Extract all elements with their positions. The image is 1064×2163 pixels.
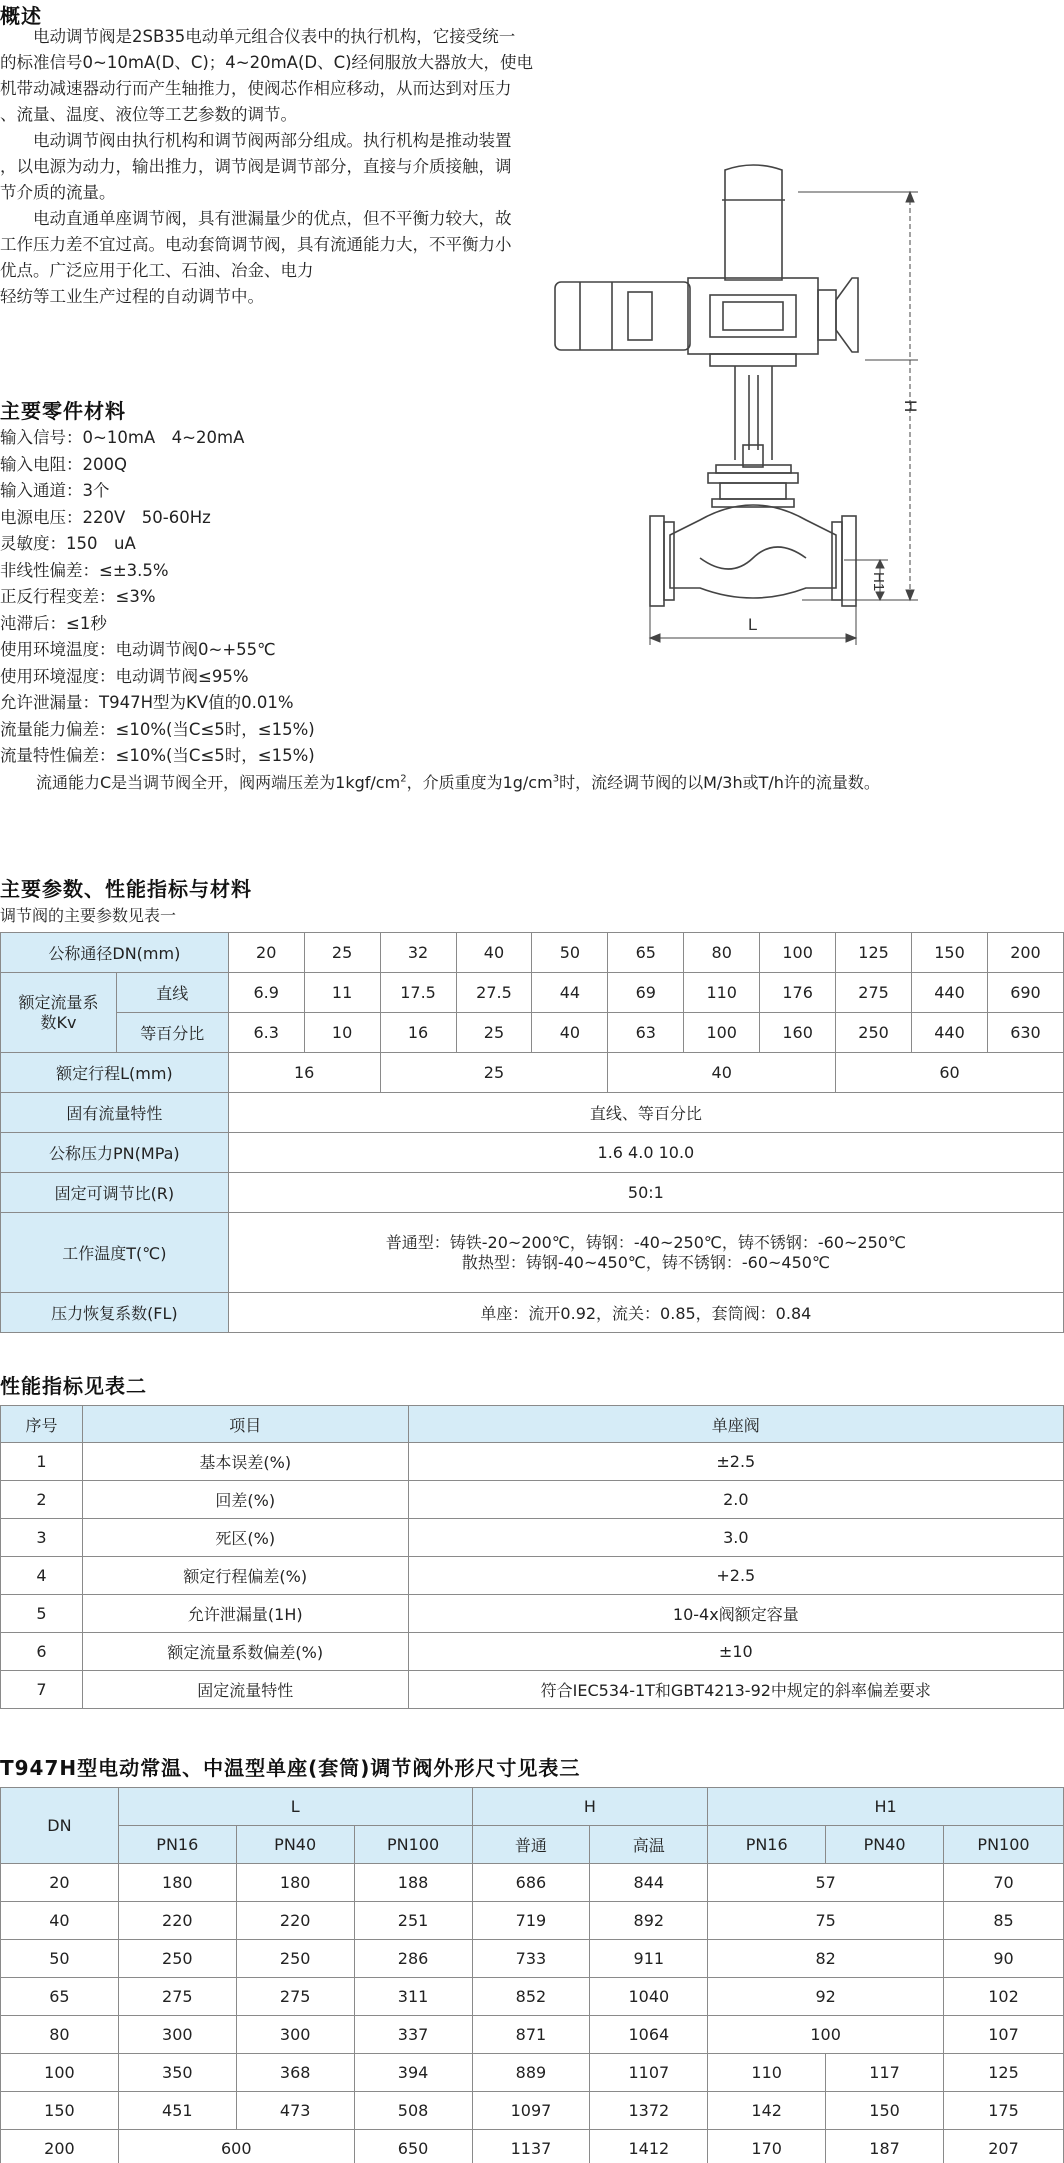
temp-cell [228,1213,1063,1293]
table-cell: 固定流量特性 [82,1671,408,1709]
table-cell: 63 [608,1013,684,1053]
table-cell: 107 [944,2016,1064,2054]
table-cell: 1107 [590,2054,708,2092]
table-cell: 11 [304,973,380,1013]
column-header: PN40 [236,1826,354,1864]
table-cell: 57 [708,1864,944,1902]
table-cell: 175 [944,2092,1064,2130]
table-cell: 690 [987,973,1063,1013]
table-cell: 50:1 [228,1173,1063,1213]
table-cell: 80 [1,2016,119,2054]
flow-capacity-note [36,770,880,793]
overview-line: 优点。广泛应用于化工、石油、冶金、电力 [0,261,314,280]
table-cell: 125 [944,2054,1064,2092]
table-cell: 4 [1,1557,83,1595]
table-cell: 6 [1,1633,83,1671]
table-cell: 275 [118,1978,236,2016]
spec-item: 使用环境湿度：电动调节阀≤95% [0,666,249,686]
table-cell: 440 [912,973,988,1013]
table-cell: 368 [236,2054,354,2092]
table-cell: 10 [304,1013,380,1053]
table-row [1,933,1064,973]
table-cell: 直线、等百分比 [228,1093,1063,1133]
performance-table [0,1405,1064,1709]
table-cell: 32 [380,933,456,973]
kv-header: 额定流量系数Kv [1,973,117,1053]
spec-item: 输入信号：0~10mA 4~20mA [0,428,245,447]
table-cell: 1064 [590,2016,708,2054]
table-cell: 额定行程偏差(%) [82,1557,408,1595]
table-cell: 65 [1,1978,119,2016]
table-row [1,1053,1064,1093]
table-row [1,1013,1064,1053]
table-cell: 额定流量系数偏差(%) [82,1633,408,1671]
column-header: PN40 [826,1826,944,1864]
spec-item: 电源电压：220V 50-60Hz [0,507,211,527]
note-sup: 3 [552,773,560,785]
overview-line: 电动直通单座调节阀，具有泄漏量少的优点，但不平衡力较大，故 [0,209,512,228]
column-header: PN16 [708,1826,826,1864]
table-cell: 1097 [472,2092,590,2130]
table-cell: 300 [118,2016,236,2054]
overview-line: 节介质的流量。 [0,183,116,202]
note-part: 时，流经调节阀的以M/3h或T/h许的流量数。 [559,773,880,792]
table-cell: 1412 [590,2130,708,2163]
table-row [1,2054,1064,2092]
table-cell: 650 [354,2130,472,2163]
table-cell: 207 [944,2130,1064,2163]
overview-line: 机带动减速器动行而产生轴推力，使阀芯作相应移动，从而达到对压力 [0,79,512,98]
table-cell: 6.9 [228,973,304,1013]
table-cell: 92 [708,1978,944,2016]
dimension-label-h1: H1 [870,572,887,592]
pct-header: 等百分比 [116,1013,228,1053]
materials-title: 主要零件材料 [0,399,126,423]
table-cell: 80 [684,933,760,973]
table-cell: 200 [987,933,1063,973]
gearbox-block [688,278,818,354]
table-cell: 44 [532,973,608,1013]
table1-subtitle: 调节阀的主要参数见表一 [0,906,177,925]
flow-char-header: 固有流量特性 [1,1093,229,1133]
column-header: 高温 [590,1826,708,1864]
table-cell: 187 [826,2130,944,2163]
table-cell: 40 [1,1902,119,1940]
table-cell: 5 [1,1595,83,1633]
table-row [1,1902,1064,1940]
table-cell: 7 [1,1671,83,1709]
column-header: 普通 [472,1826,590,1864]
table-cell: 70 [944,1864,1064,1902]
table-cell: 允许泄漏量(1H) [82,1595,408,1633]
table-cell: 337 [354,2016,472,2054]
table-row [1,1978,1064,2016]
table-cell: 451 [118,2092,236,2130]
table-cell: 286 [354,1940,472,1978]
note-part: 流通能力C是当调节阀全开，阀两端压差为1kgf/cm [36,773,401,792]
table-cell: 100 [1,2054,119,2092]
spec-item: 沌滞后：≤1秒 [0,613,107,633]
table-cell: 基本误差(%) [82,1443,408,1481]
table-cell: 100 [760,933,836,973]
spec-item: 非线性偏差：≤±3.5% [0,560,169,580]
table-cell: 600 [118,2130,354,2163]
table3-title: T947H型电动常温、中温型单座(套筒)调节阀外形尺寸见表三 [0,1756,581,1780]
dimensions-table [0,1787,1064,2163]
table-cell: 220 [118,1902,236,1940]
table-cell: 686 [472,1864,590,1902]
fl-header: 压力恢复系数(FL) [1,1293,229,1333]
h1-header: H1 [708,1788,1064,1826]
motor-body [555,282,690,350]
table-cell: 40 [532,1013,608,1053]
table-cell: 2.0 [408,1481,1063,1519]
table-cell: +2.5 [408,1557,1063,1595]
spec-item: 灵敏度：150 uA [0,534,136,553]
table-cell: 180 [236,1864,354,1902]
temp-line: 散热型：铸钢-40~450℃，铸不锈钢：-60~450℃ [461,1252,830,1272]
table-cell: 100 [708,2016,944,2054]
table-cell: 82 [708,1940,944,1978]
table-cell: 150 [1,2092,119,2130]
table-cell: 1372 [590,2092,708,2130]
table-row [1,1557,1064,1595]
ratio-header: 固定可调节比(R) [1,1173,229,1213]
table-cell: 150 [826,2092,944,2130]
table-cell: 3.0 [408,1519,1063,1557]
table-cell: 160 [760,1013,836,1053]
overview-line: 、流量、温度、液位等工艺参数的调节。 [0,105,297,124]
table-cell: 50 [1,1940,119,1978]
table-row [1,1133,1064,1173]
table-cell: 110 [684,973,760,1013]
actuator-housing [725,165,782,280]
overview-title: 概述 [0,4,42,28]
materials-list [0,425,315,770]
table-cell: 25 [380,1053,608,1093]
spec-item: 输入通道：3个 [0,481,110,500]
valve-dimension-diagram [540,160,940,650]
table-cell: 1.6 4.0 10.0 [228,1133,1063,1173]
table-cell: 符合IEC534-1T和GBT4213-92中规定的斜率偏差要求 [408,1671,1063,1709]
table-cell: 85 [944,1902,1064,1940]
spec-item: 流量特性偏差：≤10%(当C≤5时，≤15%) [0,746,315,765]
table-cell: 125 [836,933,912,973]
note-part: ，介质重度为1g/cm [406,773,553,792]
table-cell: 2 [1,1481,83,1519]
table-cell: 1137 [472,2130,590,2163]
pn-header: 公称压力PN(MPa) [1,1133,229,1173]
table-cell: 100 [684,1013,760,1053]
table-cell: 1040 [590,1978,708,2016]
table-cell: 117 [826,2054,944,2092]
table-cell: 251 [354,1902,472,1940]
table-cell: 911 [590,1940,708,1978]
table-cell: 188 [354,1864,472,1902]
column-header: PN100 [944,1826,1064,1864]
table-cell: 844 [590,1864,708,1902]
table-cell: 75 [708,1902,944,1940]
note-sup: 2 [400,773,407,785]
table-row [1,1633,1064,1671]
table-cell: 25 [304,933,380,973]
table-cell: 311 [354,1978,472,2016]
spec-item: 输入电阻：200Q [0,454,127,474]
table-cell: 733 [472,1940,590,1978]
overview-line: ，以电源为动力，输出推力，调节阀是调节部分，直接与介质接触，调 [0,157,512,176]
table-cell: 50 [532,933,608,973]
table-cell: 220 [236,1902,354,1940]
table1-title: 主要参数、性能指标与材料 [0,877,252,901]
h-header: H [472,1788,708,1826]
column-header: PN100 [354,1826,472,1864]
table-cell: 10-4x阀额定容量 [408,1595,1063,1633]
overview-line: 工作压力差不宜过高。电动套筒调节阀，具有流通能力大，不平衡力小 [0,235,512,254]
table-cell: 350 [118,2054,236,2092]
table-cell: 440 [912,1013,988,1053]
table-row [1,1213,1064,1293]
table-cell: 508 [354,2092,472,2130]
spec-item: 正反行程变差：≤3% [0,587,156,606]
table-cell: 死区(%) [82,1519,408,1557]
table-cell: 20 [228,933,304,973]
column-header: 序号 [1,1406,83,1443]
table-cell: 69 [608,973,684,1013]
table-row [1,2016,1064,2054]
table-row [1,1093,1064,1133]
table-cell: 871 [472,2016,590,2054]
table-cell: 40 [608,1053,836,1093]
temp-header: 工作温度T(℃) [1,1213,229,1293]
handwheel [836,278,858,352]
table-row [1,1481,1064,1519]
table-cell: 180 [118,1864,236,1902]
dn-header: 公称通径DN(mm) [1,933,229,973]
table-cell: 60 [836,1053,1064,1093]
temp-line: 普通型：铸铁-20~200℃，铸钢：-40~250℃，铸不锈钢：-60~250℃ [385,1232,906,1252]
table-cell: 6.3 [228,1013,304,1053]
overview-line: 的标准信号0~10mA(D、C)；4~20mA(D、C)经伺服放大器放大，使电 [0,53,534,72]
table-cell: 16 [228,1053,380,1093]
left-flange [650,516,664,606]
table-cell: 单座：流开0.92，流关：0.85，套筒阀：0.84 [228,1293,1063,1333]
overview-line: 电动调节阀是2SB35电动单元组合仪表中的执行机构，它接受统一 [0,27,516,46]
table-cell: 65 [608,933,684,973]
column-header: 项目 [82,1406,408,1443]
linear-header: 直线 [116,973,228,1013]
table-cell: 250 [236,1940,354,1978]
right-flange [842,516,856,606]
table-cell: 176 [760,973,836,1013]
table-cell: 17.5 [380,973,456,1013]
dimension-label-h: H [901,400,920,413]
dimension-label-l: L [748,615,758,634]
table-cell: 1 [1,1443,83,1481]
table-row [1,1519,1064,1557]
table-row [1,1595,1064,1633]
table-cell: 473 [236,2092,354,2130]
table-cell: 300 [236,2016,354,2054]
table-cell: 150 [912,933,988,973]
table-cell: ±10 [408,1633,1063,1671]
table-cell: 250 [118,1940,236,1978]
stroke-header: 额定行程L(mm) [1,1053,229,1093]
spec-item: 允许泄漏量：T947H型为KV值的0.01% [0,693,294,712]
table-row [1,1671,1064,1709]
table2-title: 性能指标见表二 [0,1374,147,1398]
l-header: L [118,1788,472,1826]
table-row [1,2092,1064,2130]
main-parameters-table [0,932,1064,1333]
table-cell: 892 [590,1902,708,1940]
valve-body [670,505,836,598]
table-cell: 719 [472,1902,590,1940]
table-row [1,1940,1064,1978]
table-header-row [1,1826,1064,1864]
table-row [1,973,1064,1013]
table-cell: 394 [354,2054,472,2092]
table-cell: 90 [944,1940,1064,1978]
table-cell: 27.5 [456,973,532,1013]
table-cell: 102 [944,1978,1064,2016]
table-cell: 16 [380,1013,456,1053]
table-cell: 25 [456,1013,532,1053]
table-cell: 275 [836,973,912,1013]
table-cell: ±2.5 [408,1443,1063,1481]
table-cell: 275 [236,1978,354,2016]
table-header-row [1,1788,1064,1826]
table-cell: 110 [708,2054,826,2092]
table-row [1,2130,1064,2163]
dn-header: DN [1,1788,119,1864]
spec-item: 流量能力偏差：≤10%(当C≤5时，≤15%) [0,719,315,739]
table-cell: 3 [1,1519,83,1557]
table-cell: 170 [708,2130,826,2163]
spec-item: 使用环境温度：电动调节阀0~+55℃ [0,640,276,659]
table-cell: 250 [836,1013,912,1053]
column-header: PN16 [118,1826,236,1864]
column-header: 单座阀 [408,1406,1063,1443]
table-row [1,1293,1064,1333]
table-cell: 142 [708,2092,826,2130]
table-cell: 852 [472,1978,590,2016]
overview-line: 轻纺等工业生产过程的自动调节中。 [0,287,264,306]
overview-text [0,24,533,310]
table-cell: 630 [987,1013,1063,1053]
table-row [1,1864,1064,1902]
table-cell: 回差(%) [82,1481,408,1519]
table-cell: 889 [472,2054,590,2092]
overview-line: 电动调节阀由执行机构和调节阀两部分组成。执行机构是推动装置 [0,131,512,150]
table-header-row [1,1406,1064,1443]
table-cell: 200 [1,2130,119,2163]
table-cell: 40 [456,933,532,973]
table-cell: 20 [1,1864,119,1902]
table-row [1,1173,1064,1213]
table-row [1,1443,1064,1481]
